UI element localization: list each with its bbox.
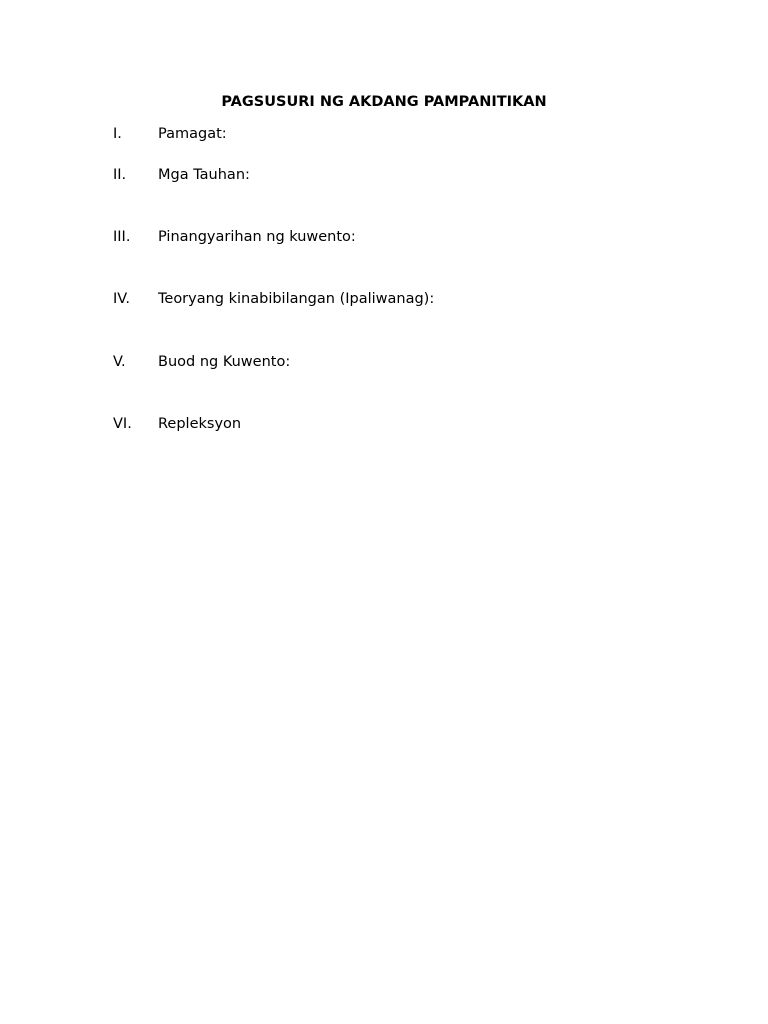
list-numeral: I. [113, 126, 122, 142]
list-label: Teoryang kinabibilangan (Ipaliwanag): [158, 291, 435, 307]
list-numeral: II. [113, 167, 127, 183]
document-title: PAGSUSURI NG AKDANG PAMPANITIKAN [221, 94, 547, 110]
list-numeral: III. [113, 229, 131, 245]
list-numeral: V. [113, 354, 126, 370]
list-numeral: IV. [113, 291, 130, 307]
list-label: Mga Tauhan: [158, 167, 250, 183]
list-label: Pamagat: [158, 126, 227, 142]
list-numeral: VI. [113, 416, 132, 432]
list-label: Buod ng Kuwento: [158, 354, 291, 370]
list-label: Pinangyarihan ng kuwento: [158, 229, 356, 245]
list-label: Repleksyon [158, 416, 242, 432]
